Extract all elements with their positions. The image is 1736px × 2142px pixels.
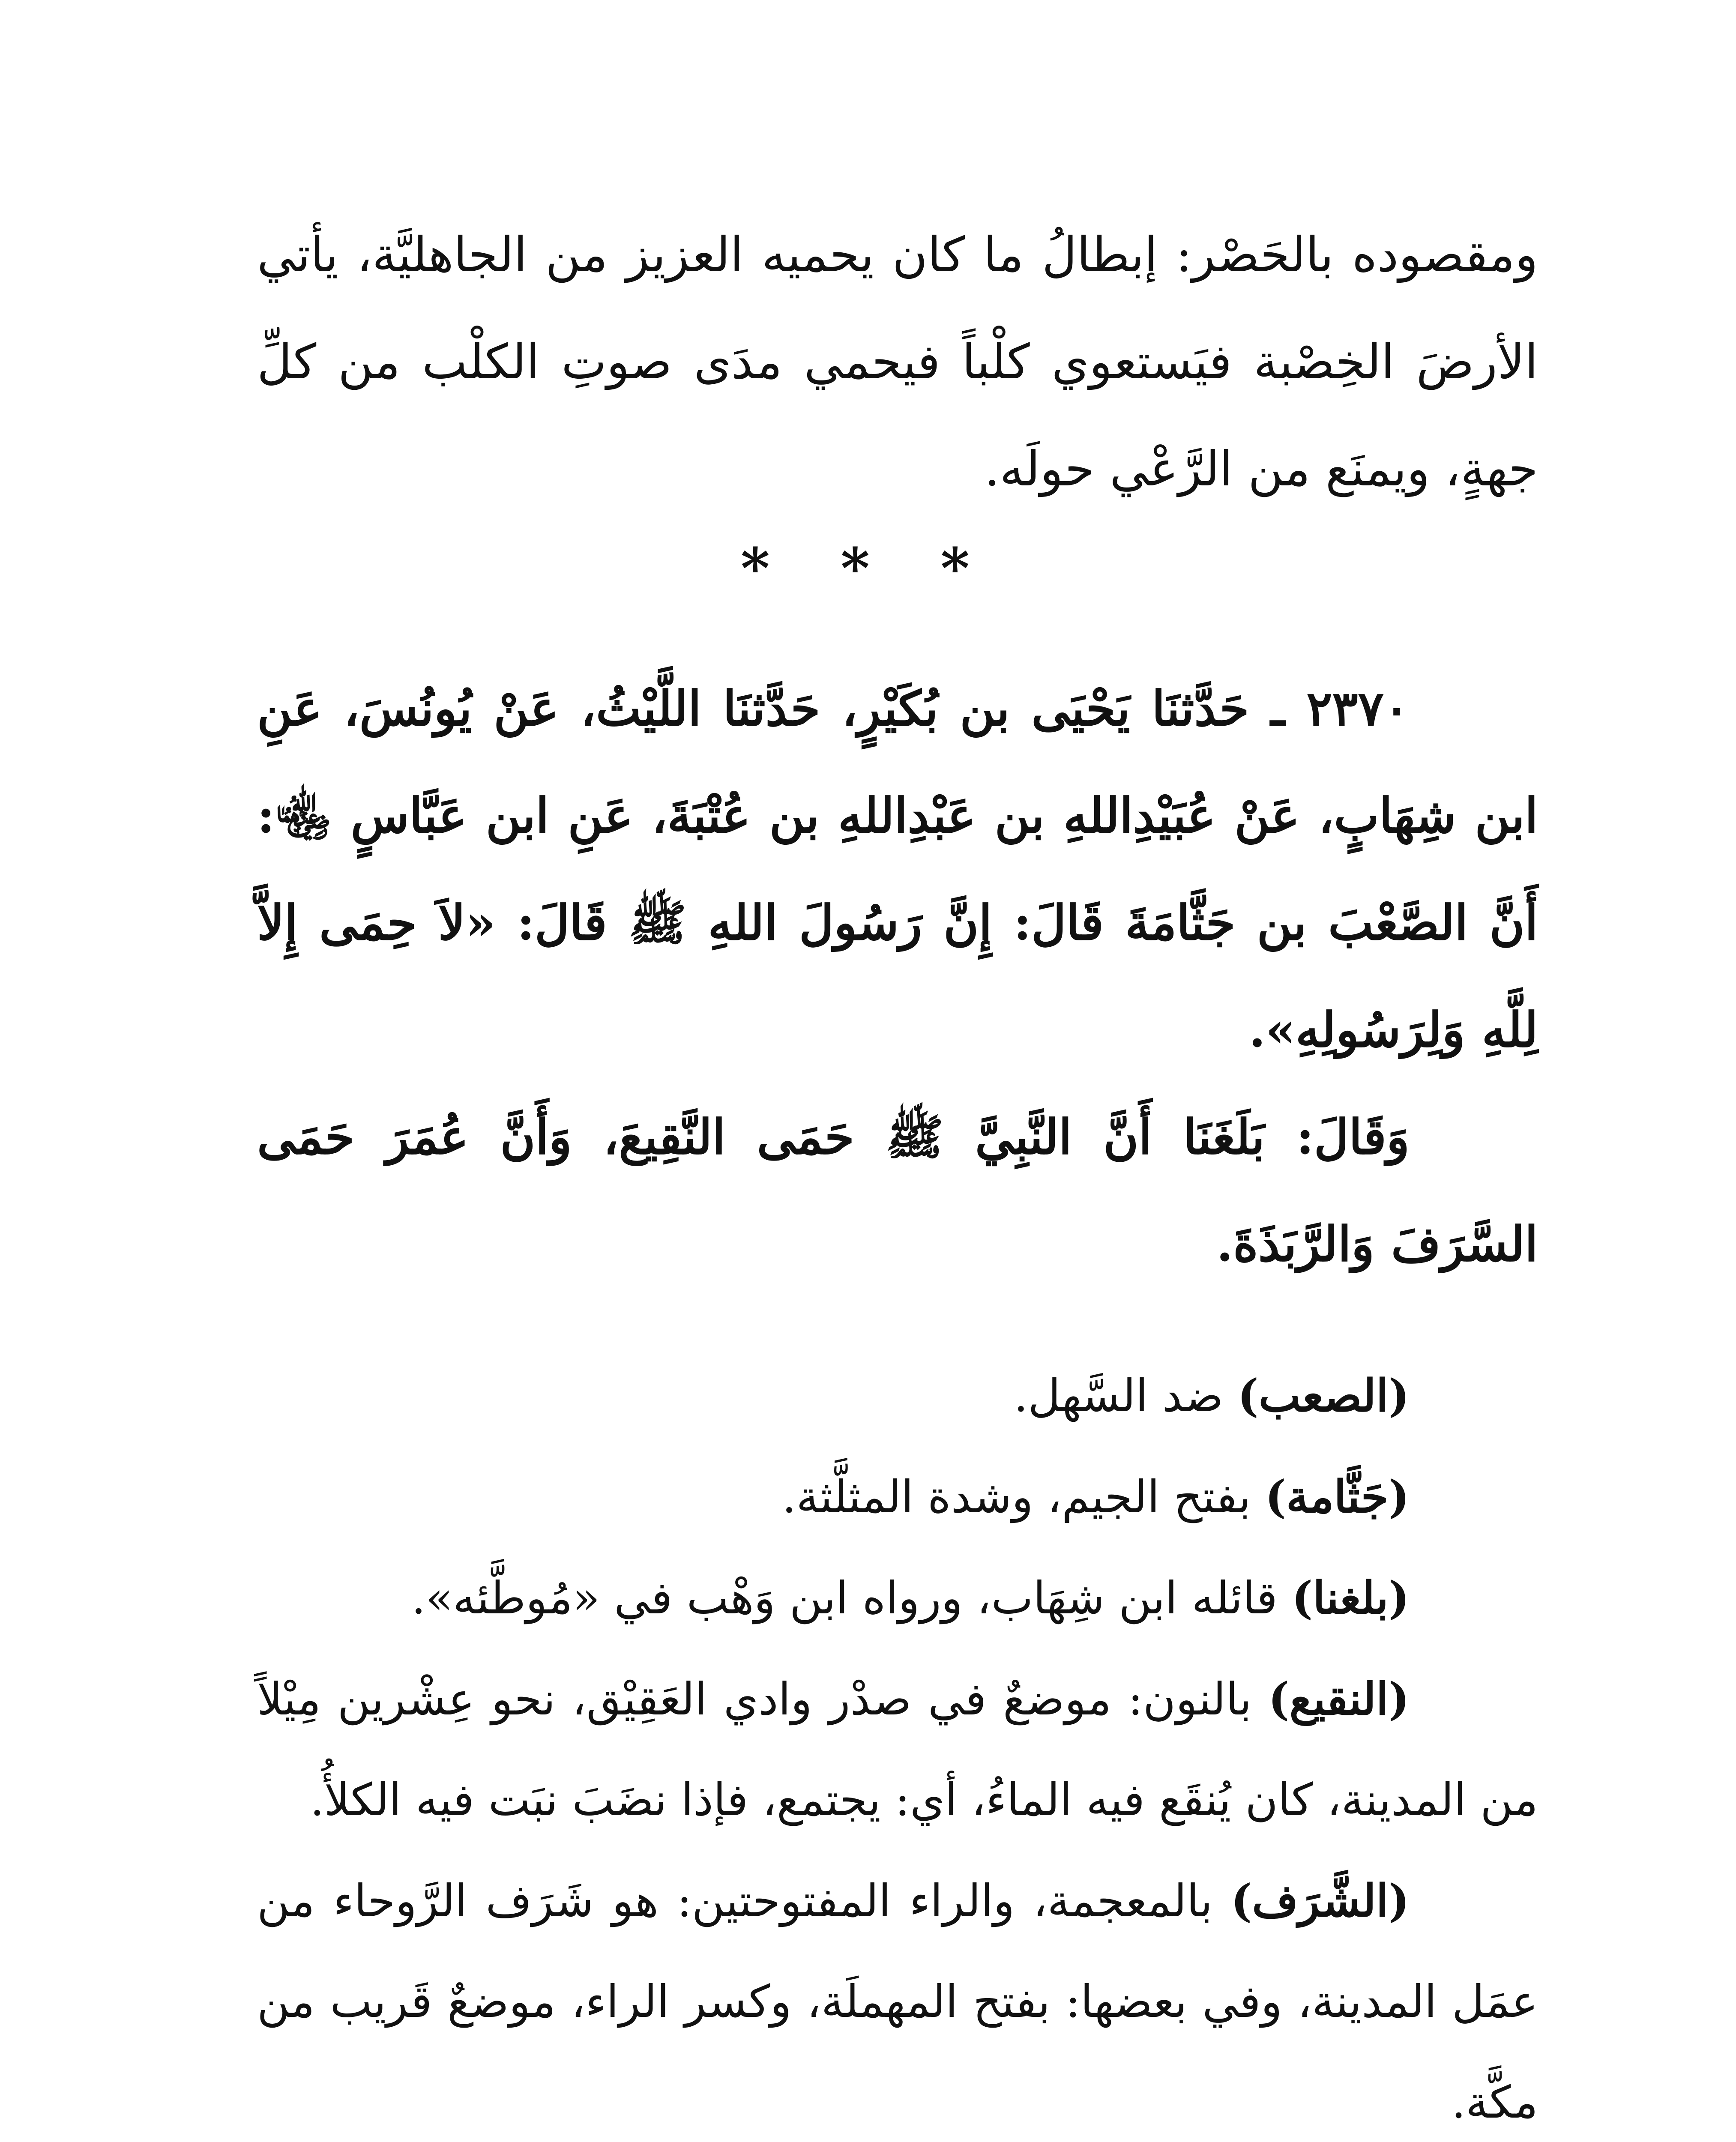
commentary-note — [257, 1648, 1538, 1850]
hadith-section — [257, 655, 1538, 1298]
note-term: (جَثَّامة) — [1265, 1470, 1410, 1523]
hadith-second-paragraph: وَقَالَ: بَلَغَنَا أَنَّ النَّبِيَّ ﷺ حَمَى النَّقِيعَ، وَأَنَّ عُمَرَ حَمَى السَّرَفَ وَالرَّبَذَةَ. — [257, 1109, 1538, 1272]
intro-section — [257, 201, 1538, 523]
note-text: ضد السَّهل. — [1014, 1370, 1238, 1422]
note-term: (النقيع) — [1268, 1672, 1410, 1725]
commentary-section — [257, 1345, 1538, 2142]
intro-paragraph: ومقصوده بالحَصْر: إبطالُ ما كان يحميه العزيز من الجاهليَّة، يأتي الأرضَ الخِصْبة فيَستعوي كلْباً فيحمي مدَى صوتِ الكلْب من كلِّ جهةٍ، ويمنَع من الرَّعْي حولَه. — [257, 227, 1538, 497]
commentary-note — [257, 1345, 1538, 1446]
section-separator: * * * — [740, 536, 996, 601]
note-term: (الشَّرَف) — [1231, 1874, 1410, 1927]
commentary-note — [257, 1446, 1538, 1547]
note-text: قائله ابن شِهَاب، ورواه ابن وَهْب في «مُوطَّئه». — [411, 1572, 1292, 1624]
note-term: (الصعب) — [1237, 1369, 1410, 1422]
note-text: بفتح الجيم، وشدة المثلَّثة. — [782, 1471, 1265, 1523]
note-text: بالنون: موضعٌ في صدْر وادي العَقِيْق، نحو عِشْرين مِيْلاً من المدينة، كان يُنقَع فيه الماءُ، أي: يجتمع، فإذا نضَبَ نبَت فيه الكلأُ. — [257, 1673, 1538, 1826]
commentary-note — [257, 1547, 1538, 1648]
note-term: (بلغنا) — [1291, 1571, 1410, 1624]
commentary-note — [257, 1850, 1538, 2142]
note-text: بالمعجمة، والراء المفتوحتين: هو شَرَف الرَّوحاء من عمَل المدينة، وفي بعضها: بفتح المهملَة، وكسر الراء، موضعٌ قَريب من مكَّة. — [257, 1875, 1538, 2128]
hadith-text: ٢٣٧٠ ـ حَدَّثنَا يَحْيَى بن بُكَيْرٍ، حَدَّثنَا اللَّيْثُ، عَنْ يُونُسَ، عَنِ ابن شِهَابٍ، عَنْ عُبَيْدِاللهِ بن عَبْدِاللهِ بن عُتْبَةَ، عَنِ ابن عَبَّاسٍ ﵄: أَنَّ الصَّعْبَ بن جَثَّامَةَ قَالَ: إِنَّ رَسُولَ اللهِ ﷺ قَالَ: «لاَ حِمَى إِلاَّ لِلَّهِ وَلِرَسُولِهِ». — [257, 681, 1538, 1058]
